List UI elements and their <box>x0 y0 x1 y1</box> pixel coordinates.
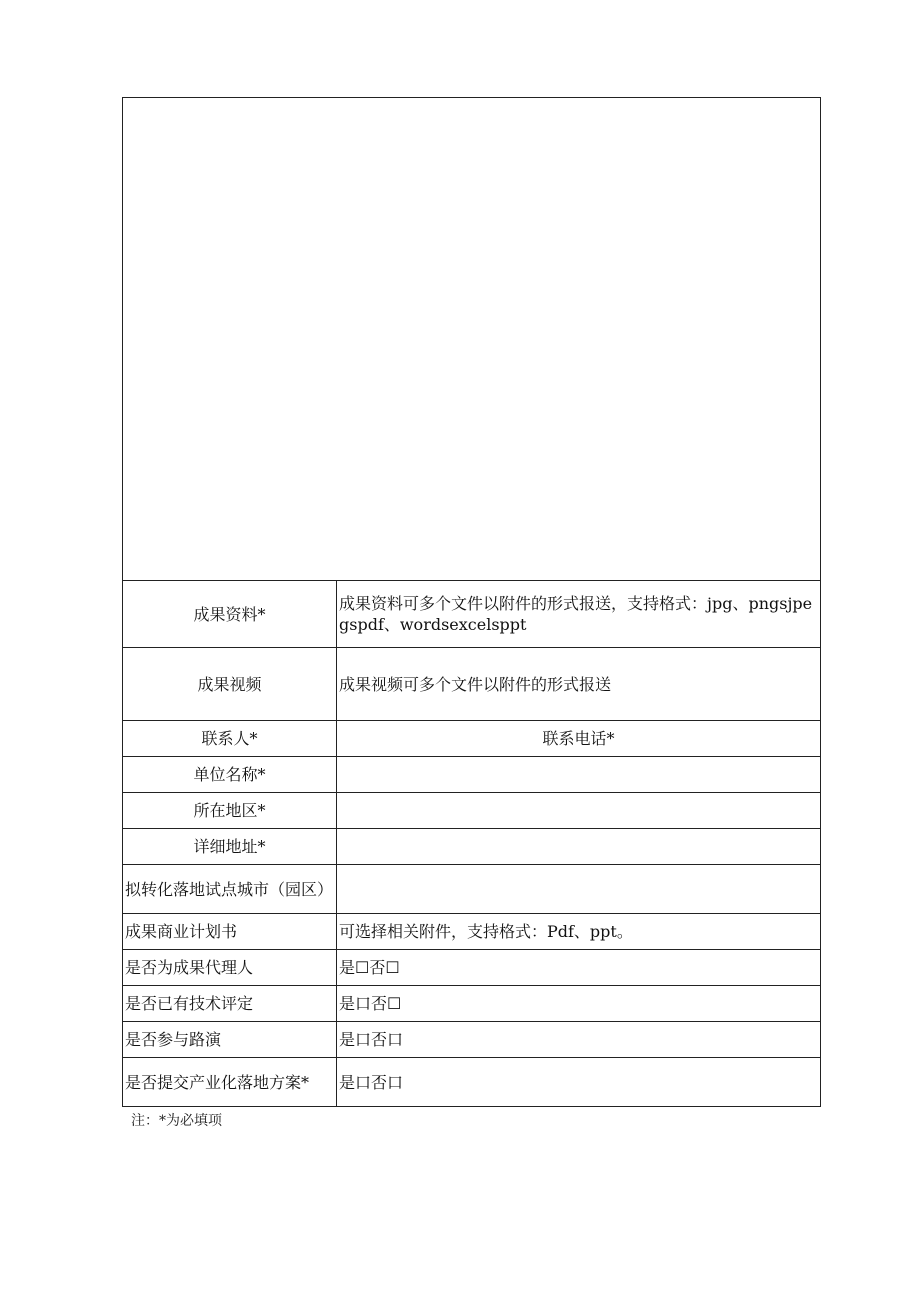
region-field[interactable] <box>337 793 821 829</box>
business-plan-value[interactable]: 可选择相关附件，支持格式：Pdf、ppt。 <box>337 914 821 950</box>
agent-options[interactable]: 是☐否☐ <box>337 950 821 986</box>
required-fields-note: 注：*为必填项 <box>131 1113 222 1129</box>
pilot-city-field[interactable] <box>337 865 821 914</box>
contact-label: 联系人* <box>123 721 337 757</box>
materials-value[interactable]: 成果资料可多个文件以附件的形式报送，支持格式：jpg、pngsjpegspdf、wordsexcelsppt <box>337 581 821 648</box>
roadshow-label: 是否参与路演 <box>123 1022 337 1058</box>
roadshow-options[interactable]: 是口否口 <box>337 1022 821 1058</box>
row-address <box>123 829 821 865</box>
row-roadshow <box>123 1022 821 1058</box>
row-business-plan <box>123 914 821 950</box>
row-pilot-city <box>123 865 821 914</box>
region-label: 所在地区* <box>123 793 337 829</box>
agent-label: 是否为成果代理人 <box>123 950 337 986</box>
evaluation-label: 是否已有技术评定 <box>123 986 337 1022</box>
blank-content-area <box>123 98 821 581</box>
row-landing-plan <box>123 1058 821 1107</box>
address-label: 详细地址* <box>123 829 337 865</box>
row-contact <box>123 721 821 757</box>
video-value[interactable]: 成果视频可多个文件以附件的形式报送 <box>337 648 821 721</box>
pilot-city-label: 拟转化落地试点城市（园区） <box>123 865 337 914</box>
row-materials <box>123 581 821 648</box>
blank-content-cell[interactable] <box>123 98 821 581</box>
address-field[interactable] <box>337 829 821 865</box>
application-form-table <box>122 97 821 1107</box>
row-video <box>123 648 821 721</box>
row-agent <box>123 950 821 986</box>
row-org-name <box>123 757 821 793</box>
landing-plan-label: 是否提交产业化落地方案* <box>123 1058 337 1107</box>
materials-label: 成果资料* <box>123 581 337 648</box>
business-plan-label: 成果商业计划书 <box>123 914 337 950</box>
landing-plan-options[interactable]: 是口否口 <box>337 1058 821 1107</box>
org-name-field[interactable] <box>337 757 821 793</box>
evaluation-options[interactable]: 是口否☐ <box>337 986 821 1022</box>
video-label: 成果视频 <box>123 648 337 721</box>
row-evaluation <box>123 986 821 1022</box>
org-name-label: 单位名称* <box>123 757 337 793</box>
row-region <box>123 793 821 829</box>
contact-phone-label: 联系电话* <box>337 721 821 757</box>
